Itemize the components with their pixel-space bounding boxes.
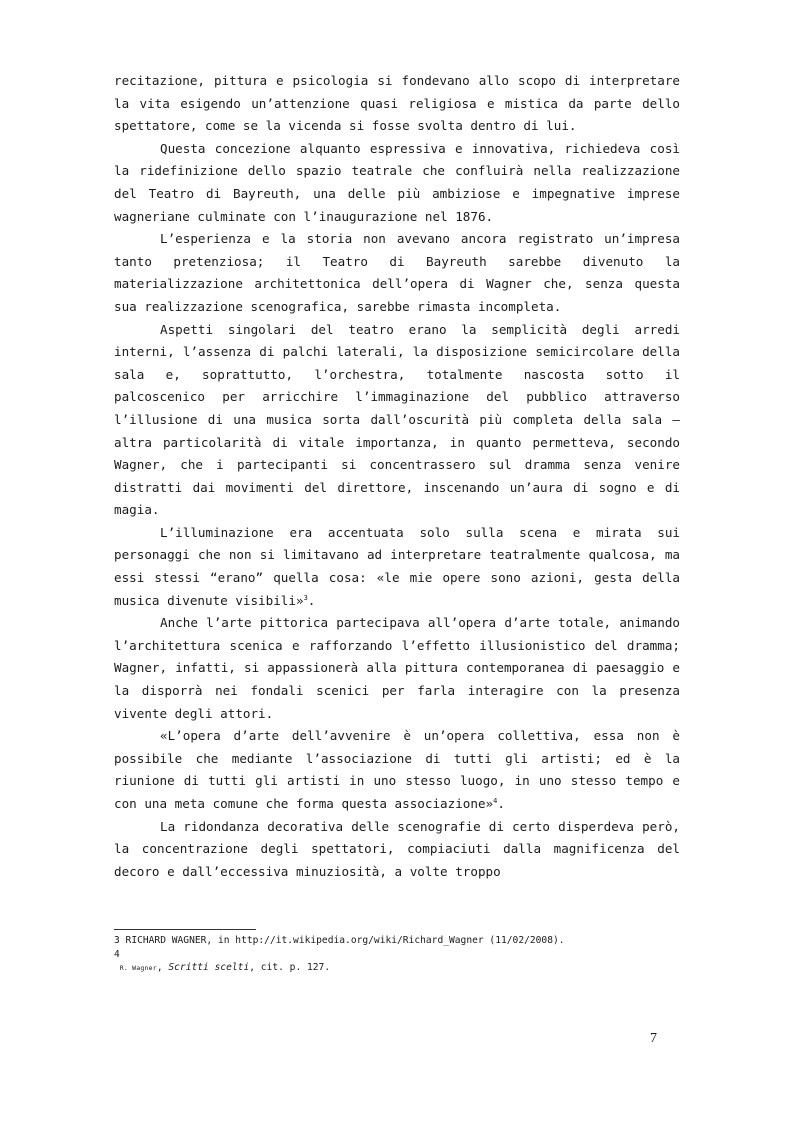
footnote-ref-4: 4 [493, 797, 498, 805]
paragraph-8: La ridondanza decorativa delle scenografie di certo disperdeva però, la concentrazione degli spettatori, compiaciuti dalla magnificenza del decoro e dall’eccessiva minuziosità, a volte troppo [114, 818, 680, 879]
paragraph-5-text: L’illuminazione era accentuata solo sulla scena e mirata sui personaggi che non si limitavano ad interpretare teatralmente qualcosa, ma essi stessi “erano” quella cosa: «le mie opere sono azioni, gesta della musica divenute visibili» [114, 524, 680, 608]
footnote-4-rest: , cit. p. 127. [249, 962, 331, 973]
paragraph-2: Questa concezione alquanto espressiva e innovativa, richiedeva così la ridefinizione dello spazio teatrale che confluirà nella realizzazione del Teatro di Bayreuth, una delle più ambiziose e impegnative imprese wagneriane culminate con l’inaugurazione nel 1876. [114, 140, 680, 224]
footnote-4-number: 4 [114, 948, 120, 960]
paragraph-7-text: «L’opera d’arte dell’avvenire è un’opera collettiva, essa non è possibile che mediante l’associazione di tutti gli artisti; ed è la riunione di tutti gli artisti in uno stesso luogo, in uno stesso tempo e con una meta comune che forma questa associazione» [114, 728, 680, 811]
footnote-4: R. Wagner, Scritti scelti, cit. p. 127. [119, 962, 331, 973]
paragraph-3: L’esperienza e la storia non avevano ancora registrato un’impresa tanto pretenziosa; il Teatro di Bayreuth sarebbe divenuto la materializzazione architettonica dell’opera di Wagner che, senza questa sua realizzazione scenografica, sarebbe rimasta incompleta. [114, 231, 680, 314]
paragraph-7-trail: . [497, 796, 505, 811]
footnote-4-author: R. Wagner [119, 964, 157, 972]
document-body [114, 70, 680, 883]
paragraph-5 [114, 522, 680, 612]
paragraph-5-trail: . [307, 592, 316, 608]
page-number: 7 [650, 1031, 657, 1046]
footnote-4-title: Scritti scelti [168, 962, 250, 973]
paragraph-1: recitazione, pittura e psicologia si fondevano allo scopo di interpretare la vita esigendo un’attenzione quasi religiosa e mistica da parte dello spettatore, come se la vicenda si fosse svolta dentro di lui. [114, 73, 680, 134]
footnotes [114, 929, 680, 976]
paragraph-7 [114, 725, 680, 815]
footnote-ref-3: 3 [303, 593, 308, 602]
paragraph-6: Anche l’arte pittorica partecipava all’opera d’arte totale, animando l’architettura scenica e rafforzando l’effetto illusionistico del dramma; Wagner, infatti, si appassionerà alla pittura contemporanea di paesaggio e la disporrà nei fondali scenici per farla interagire con la presenza vivente degli attori. [114, 615, 680, 721]
paragraph-4: Aspetti singolari del teatro erano la semplicità degli arredi interni, l’assenza di palchi laterali, la disposizione semicircolare della sala e, soprattutto, l’orchestra, totalmente nascosta sotto il palcoscenico per arricchire l’immaginazione del pubblico attraverso l’illusione di una musica sorta dall’oscurità più completa della sala – altra particolarità di vitale importanza, in quanto permetteva, secondo Wagner, che i partecipanti si concentrassero sul dramma senza venire distratti dai movimenti del direttore, inscenando un’aura di sogno e di magia. [114, 321, 680, 518]
footnote-separator [114, 929, 256, 930]
footnote-3: 3 RICHARD WAGNER, in http://it.wikipedia.org/wiki/Richard_Wagner (11/02/2008). [114, 935, 565, 946]
